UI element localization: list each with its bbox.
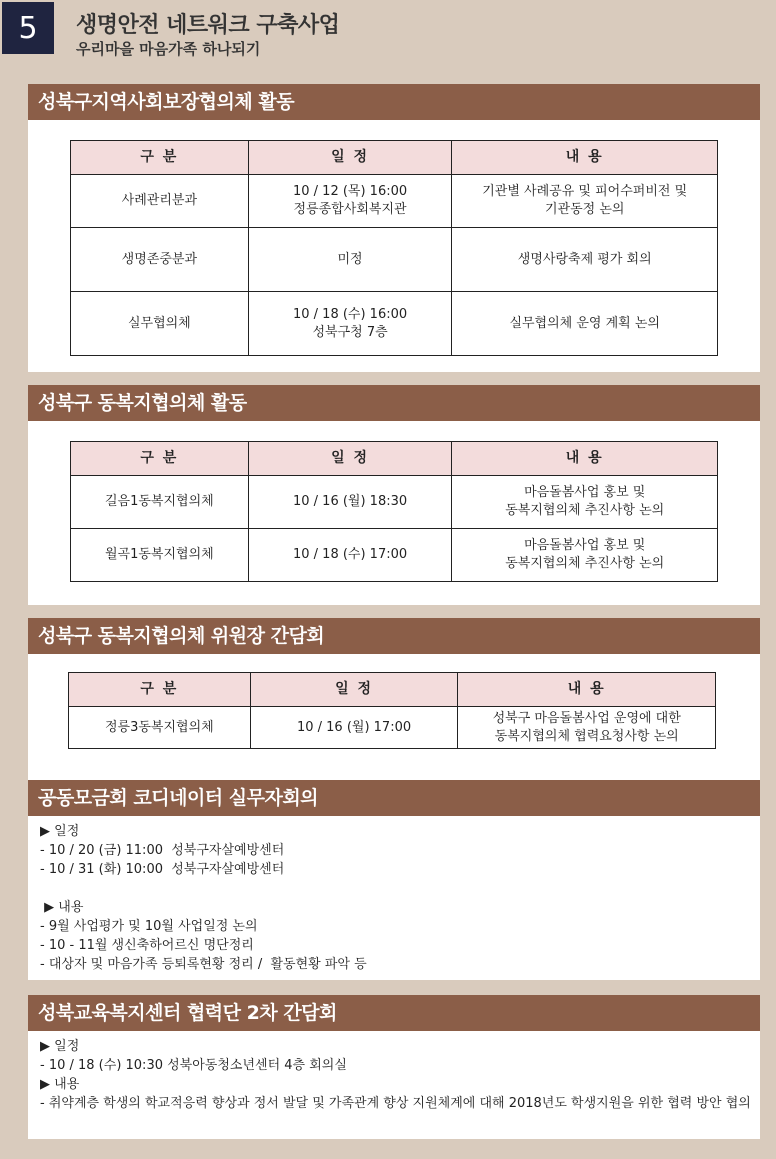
cell-schedule: 10 / 16 (월) 18:30 (248, 476, 452, 529)
cell-content: 성북구 마음돌봄사업 운영에 대한 동복지협의체 협력요청사항 논의 (458, 707, 716, 749)
header-content: 내 용 (452, 442, 718, 476)
header-category: 구 분 (71, 141, 249, 175)
schedule-table (70, 441, 718, 582)
section-community-chest-meeting (28, 780, 760, 980)
section-title: 성북구지역사회보장협의체 활동 (28, 84, 760, 120)
table-row (69, 707, 716, 749)
header-schedule: 일 정 (248, 141, 452, 175)
cell-content: 실무협의체 운영 계획 논의 (452, 292, 718, 356)
section-title: 성북구 동복지협의체 활동 (28, 385, 760, 421)
header-schedule: 일 정 (248, 442, 452, 476)
detail-line: - 10 / 20 (금) 11:00 성북구자살예방센터 (40, 843, 285, 858)
header-category: 구 분 (69, 673, 251, 707)
section-community-security-council (28, 84, 760, 372)
cell-category: 정릉3동복지협의체 (69, 707, 251, 749)
cell-category: 실무협의체 (71, 292, 249, 356)
cell-category: 길음1동복지협의체 (71, 476, 249, 529)
header-schedule: 일 정 (250, 673, 458, 707)
detail-line (40, 879, 367, 898)
detail-line: - 9월 사업평가 및 10월 사업일정 논의 (40, 919, 258, 934)
table-row (71, 228, 718, 292)
detail-line: ▶ 내용 (40, 900, 84, 915)
cell-content: 마음돌봄사업 홍보 및 동복지협의체 추진사항 논의 (452, 476, 718, 529)
table-row (71, 529, 718, 582)
section-title: 성북교육복지센터 협력단 2차 간담회 (28, 995, 760, 1031)
schedule-table (70, 140, 718, 356)
section-education-welfare-meeting (28, 995, 760, 1139)
table-row (71, 175, 718, 228)
page-title: 생명안전 네트워크 구축사업 (76, 13, 340, 38)
detail-line: - 10 - 11월 생신축하어르신 명단정리 (40, 938, 254, 953)
detail-line: ▶ 일정 (40, 824, 80, 839)
cell-category: 사례관리분과 (71, 175, 249, 228)
table-row (71, 476, 718, 529)
detail-line: - 대상자 및 마음가족 등퇴록현황 정리 / 활동현황 파악 등 (40, 957, 367, 972)
table-row (71, 292, 718, 356)
section-dong-welfare-council (28, 385, 760, 605)
schedule-table (68, 672, 716, 749)
cell-content: 생명사랑축제 평가 회의 (452, 228, 718, 292)
cell-category: 월곡1동복지협의체 (71, 529, 249, 582)
section-council-chair-meeting (28, 618, 760, 788)
header-content: 내 용 (458, 673, 716, 707)
header-category: 구 분 (71, 442, 249, 476)
detail-line: - 취약계층 학생의 학교적응력 향상과 정서 발달 및 가족관계 향상 지원체계에 대해 2018년도 학생지원을 위한 협력 방안 협의 (40, 1096, 751, 1111)
cell-schedule: 10 / 18 (수) 16:00 성북구청 7층 (248, 292, 452, 356)
section-number-badge: 5 (2, 2, 54, 54)
section-title: 공동모금회 코디네이터 실무자회의 (28, 780, 760, 816)
page-subtitle: 우리마을 마음가족 하나되기 (76, 40, 261, 58)
cell-schedule: 10 / 18 (수) 17:00 (248, 529, 452, 582)
detail-line: - 10 / 18 (수) 10:30 성북아동청소년센터 4층 회의실 (40, 1058, 347, 1073)
detail-line: ▶ 내용 (40, 1077, 80, 1092)
cell-content: 기관별 사례공유 및 피어수퍼비전 및 기관동정 논의 (452, 175, 718, 228)
detail-line: ▶ 일정 (40, 1039, 80, 1054)
cell-content: 마음돌봄사업 홍보 및 동복지협의체 추진사항 논의 (452, 529, 718, 582)
detail-line: - 10 / 31 (화) 10:00 성북구자살예방센터 (40, 862, 285, 877)
meeting-details (40, 822, 367, 974)
meeting-details (40, 1037, 752, 1113)
cell-schedule: 10 / 12 (목) 16:00 정릉종합사회복지관 (248, 175, 452, 228)
cell-schedule: 미정 (248, 228, 452, 292)
cell-schedule: 10 / 16 (월) 17:00 (250, 707, 458, 749)
cell-category: 생명존중분과 (71, 228, 249, 292)
section-title: 성북구 동복지협의체 위원장 간담회 (28, 618, 760, 654)
header-content: 내 용 (452, 141, 718, 175)
